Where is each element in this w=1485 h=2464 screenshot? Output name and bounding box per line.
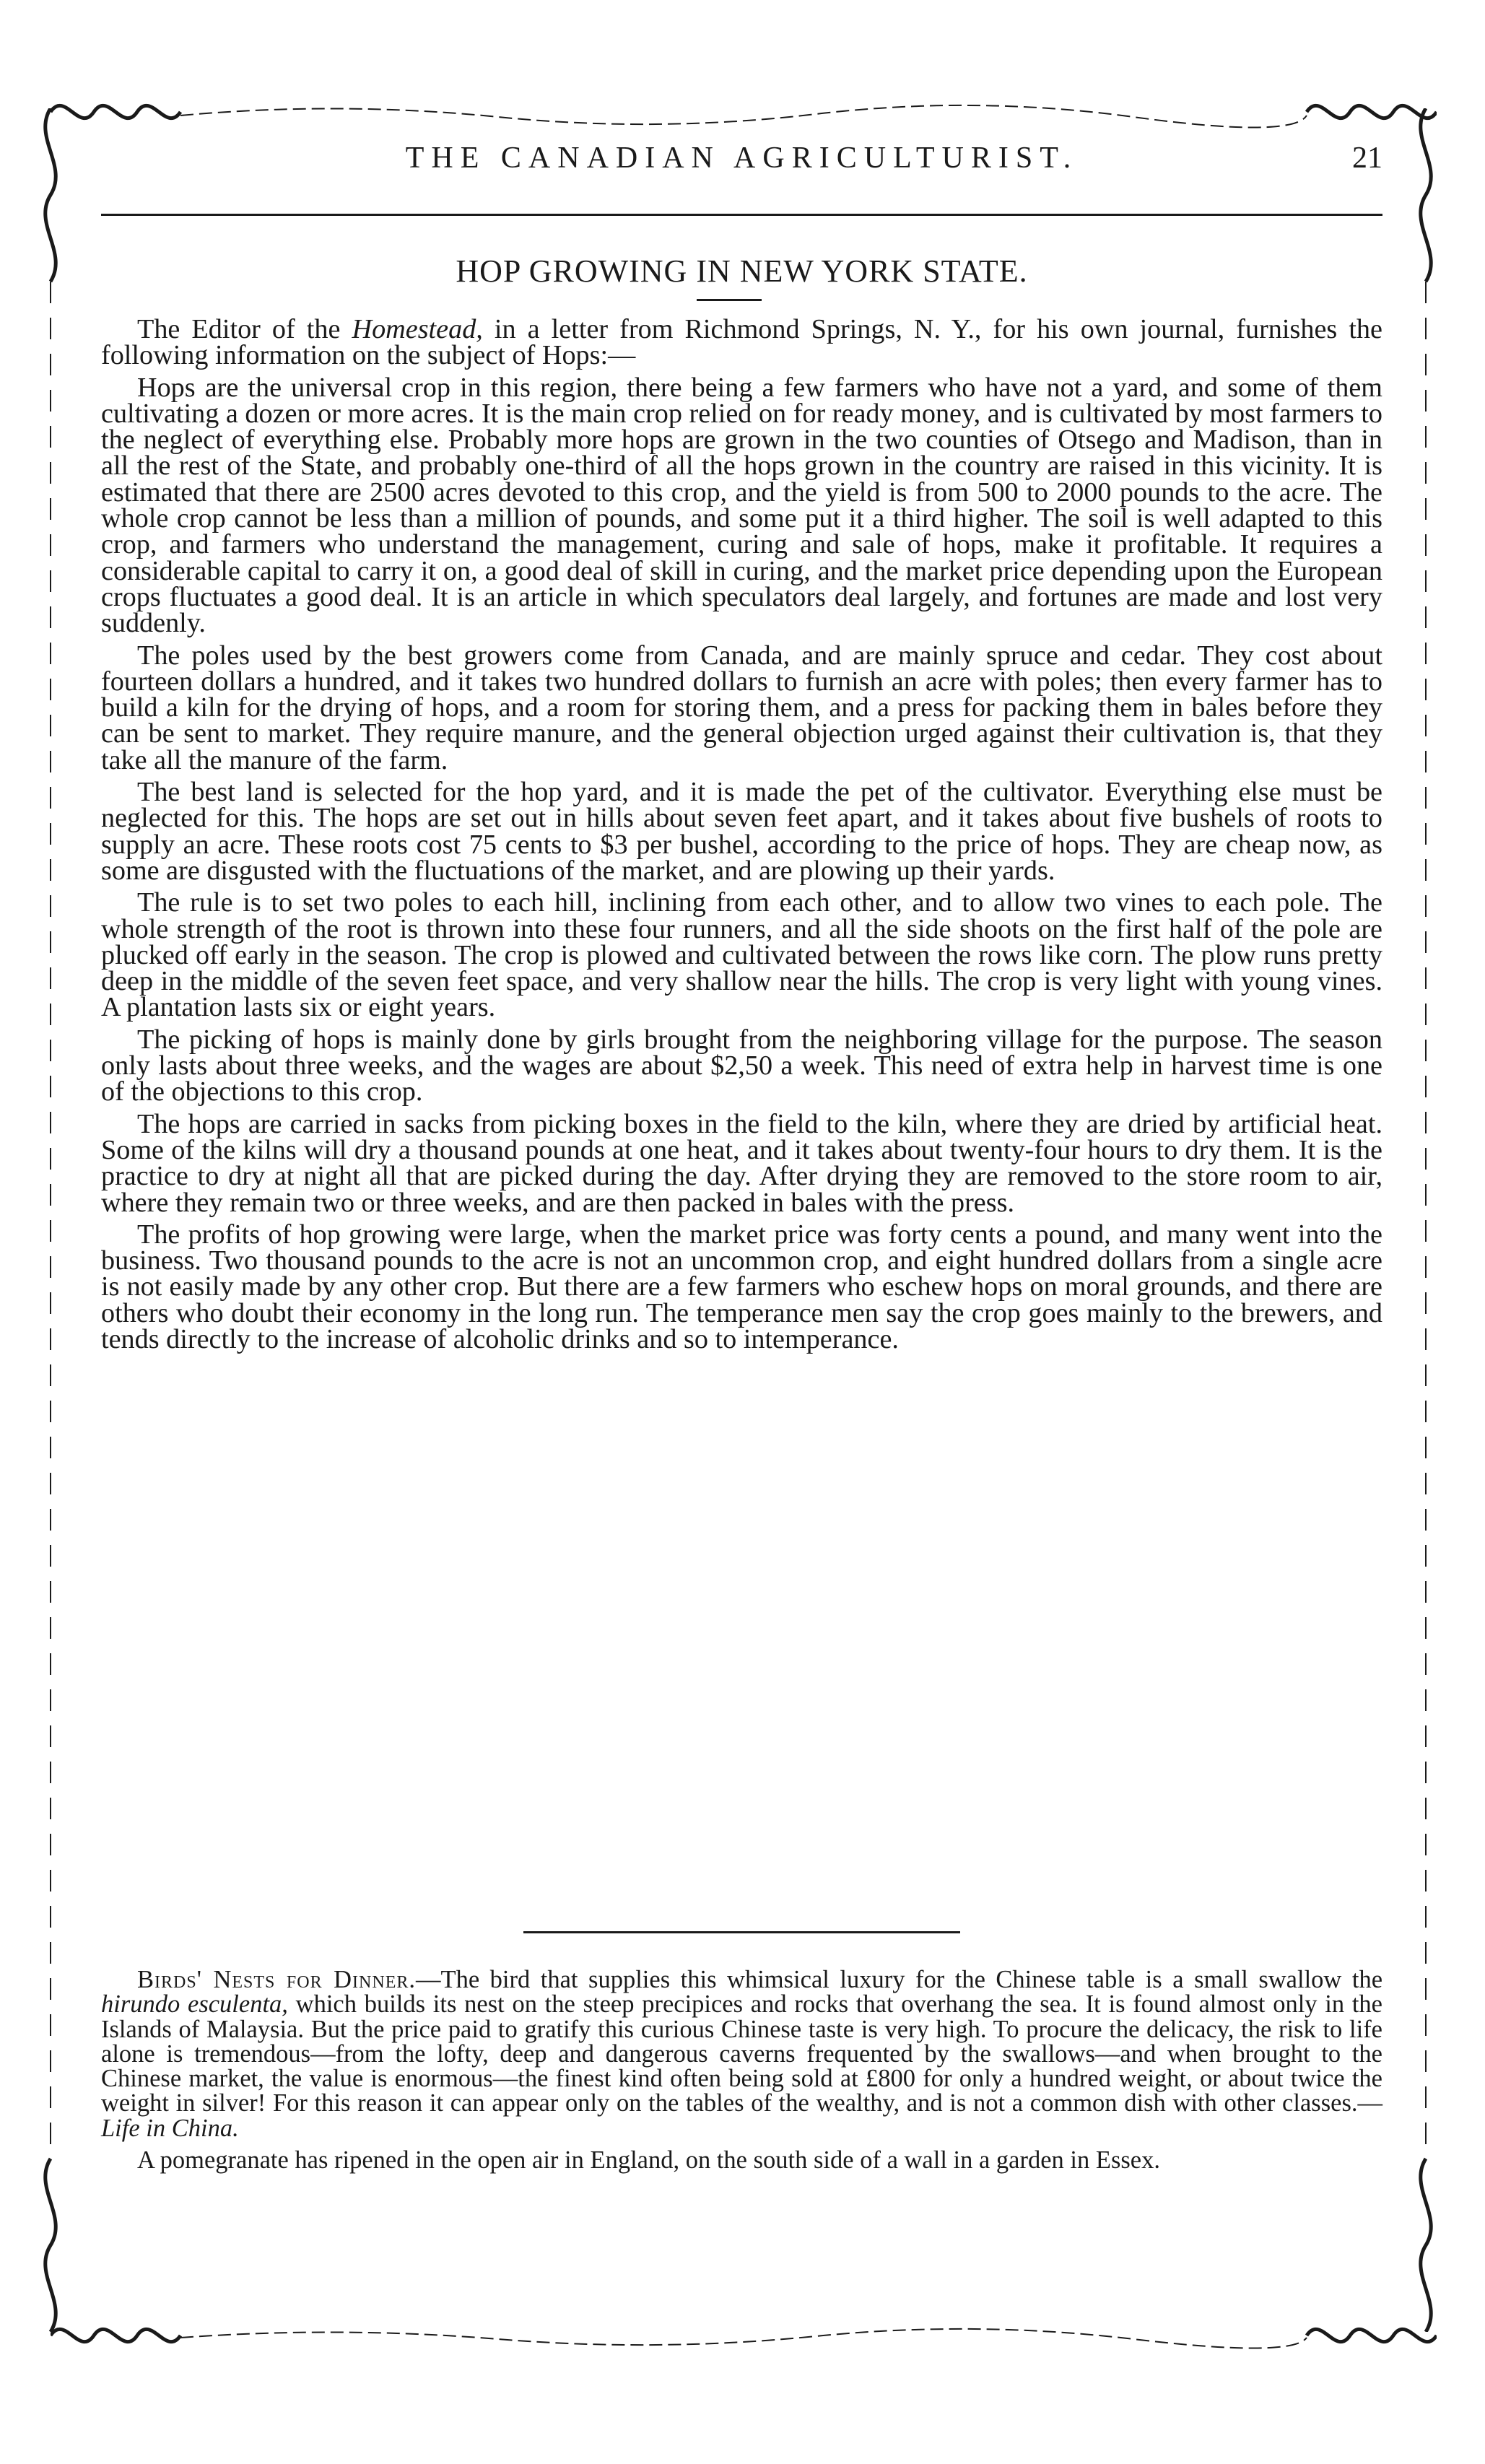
intro-text-before: The Editor of the [137, 314, 352, 344]
section-divider [523, 1931, 960, 1933]
article-intro [101, 316, 1382, 369]
note-species-name: hirundo esculenta, [101, 1990, 288, 2019]
birds-nests-note [101, 1967, 1382, 2141]
intro-text-after: in a letter from Richmond Springs, N. Y., for his own journal, furnishes the following information on the subject of Hops:— [101, 314, 1382, 371]
title-rule [697, 299, 762, 301]
article-paragraph: The best land is selected for the hop yard, and it is made the pet of the cultivator. Everything else must be neglected for this. The hops are set out in hills about seven feet apart, and it takes about five bushels of roots to supply an acre. These roots cost 75 cents to $3 per bushel, according to the price of hops. They are cheap now, as some are disgusted with the fluctuations of the market, and are plowing up their yards. [101, 777, 1382, 886]
notes-section [101, 1967, 1382, 2180]
ornamental-border-right [1404, 108, 1447, 2332]
article-paragraph: The poles used by the best growers come from Canada, and are mainly spruce and cedar. They cost about fourteen dollars a hundred, and it takes two hundred dollars to furnish an acre with poles; then every farmer has to build a kiln for the drying of hops, and a room for storing them, and a press for packing them in bales before they can be sent to market. They require manure, and the general objection urged against their cultivation is, that they take all the manure of the farm. [101, 640, 1382, 775]
ornamental-border-bottom [51, 2310, 1437, 2361]
article-paragraph: The hops are carried in sacks from picking boxes in the field to the kiln, where they are dried by artificial heat. Some of the kilns will dry a thousand pounds at one heat, and it takes about twenty-four hours to dry them. It is the practice to dry at night all that are picked during the day. After drying they are removed to the store room to air, where they remain two or three weeks, and are then packed in bales with the press. [101, 1108, 1382, 1218]
note-text-part1: —The bird that supplies this whimsical luxury for the Chinese table is a small swallow the [416, 1966, 1383, 1993]
intro-periodical-name: Homestead, [352, 314, 483, 344]
article-title: HOP GROWING IN NEW YORK STATE. [456, 253, 1028, 289]
page-header [101, 141, 1382, 184]
article-body [101, 316, 1382, 1358]
article-paragraph: The rule is to set two poles to each hill, inclining from each other, and to allow two vines to each pole. The whole strength of the root is thrown into these four runners, and all the side shoots on the first half of the pole are plucked off early in the season. The crop is plowed and cultivated between the rows like corn. The plow runs pretty deep in the middle of the seven feet space, and very shallow near the hills. The crop is very light with young vines. A plantation lasts six or eight years. [101, 887, 1382, 1023]
article-paragraph: Hops are the universal crop in this region, there being a few farmers who have not a yard, and some of them cultivating a dozen or more acres. It is the main crop relied on for ready money, and is cultivated by most farmers to the neglect of everything else. Probably more hops are grown in the two counties of Otsego and Madison, than in all the rest of the State, and probably one-third of all the hops grown in the country are raised in this vicinity. It is estimated that there are 2500 acres devoted to this crop, and the yield is from 500 to 2000 pounds to the acre. The whole crop cannot be less than a million of pounds, and some put it a third higher. The soil is well adapted to this crop, and farmers who understand the management, curing and sale of hops, make it profitable. It requires a considerable capital to carry it on, a good deal of skill in curing, and the market price depending upon the European crops fluctuates a good deal. It is an article in which speculators deal largely, and fortunes are made and lost very suddenly. [101, 372, 1382, 639]
article-paragraph: The profits of hop growing were large, when the market price was forty cents a pound, and many went into the business. Two thousand pounds to the acre is not an uncommon crop, and eight hundred dollars from a single acre is not easily made by any other crop. But there are a few farmers who eschew hops on moral grounds, and there are others who doubt their economy in the long run. The temperance men say the crop goes mainly to the brewers, and tends directly to the increase of alcoholic drinks and so to intemperance. [101, 1219, 1382, 1354]
note-text-part2: which builds its nest on the steep precipices and rocks that overhang the sea. It is found almost only in the Islands of Malaysia. But the price paid to gratify this curious Chinese taste is very high. To procure the delicacy, the risk to life alone is tremendous—from the lofty, deep and dangerous caverns frequented by the swallows—and when brought to the Chinese market, the value is enormous—the finest kind often being sold at £800 for only a hundred weight, or about twice the weight in silver! For this reason it can appear only on the tables of the wealthy, and is not a common dish with other classes.— [101, 1990, 1382, 2117]
article-paragraph: The picking of hops is mainly done by girls brought from the neighboring village for the purpose. The season only lasts about three weeks, and the wages are about $2,50 a week. This need of extra help in harvest time is one of the objections to this crop. [101, 1024, 1382, 1107]
ornamental-border-top [51, 87, 1437, 137]
running-title: THE CANADIAN AGRICULTURIST. [405, 142, 1079, 175]
pomegranate-note: A pomegranate has ripened in the open air in England, on the south side of a wall in a garden in Essex. [137, 2146, 1160, 2174]
note-heading: Birds' Nests for Dinner. [137, 1966, 416, 1993]
header-rule [101, 214, 1382, 216]
ornamental-border-left [29, 108, 72, 2332]
note-source: Life in China. [101, 2114, 239, 2142]
page-number: 21 [1352, 142, 1382, 175]
